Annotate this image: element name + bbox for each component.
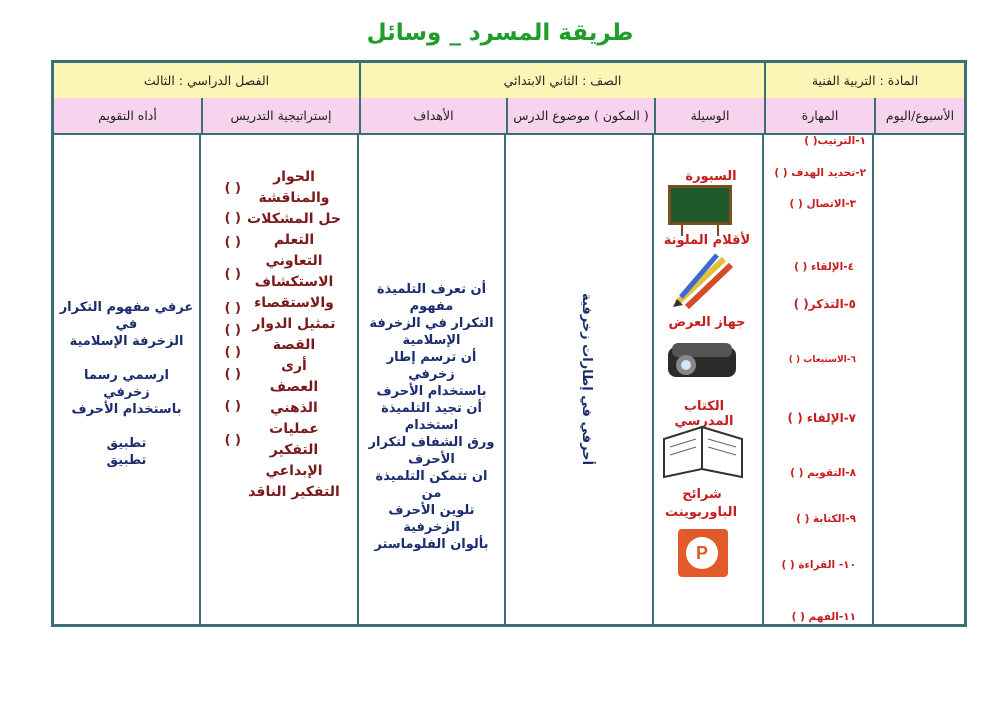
goal-line: ان تتمكن التلميذة من [375,469,488,501]
goal-line: أن تعرف التلميذة مفهوم [376,282,487,314]
goals-header: الأهداف [359,98,506,133]
lesson-plan-table [51,60,967,627]
strategy-item: العصف الذهني [269,379,319,416]
checkbox-paren: ( ) [224,181,241,196]
media-projector-label: جهاز العرض [668,315,746,330]
goal-line: تلوين الأحرف الزخرفية [388,503,475,535]
strategy-item: عمليات التفكير [269,421,319,458]
checkbox-paren: ( ) [224,267,241,282]
week-header: الأسبوع/اليوم [874,98,964,133]
evaluation-text [59,299,194,469]
skill-item: ٨-التقويم ( ) [790,467,856,479]
goals-text [364,281,499,553]
goal-line: باستخدام الأحرف [376,384,487,399]
media-slides-label: شرائح [682,487,722,502]
evaluation-line: الزخرفة الإسلامية [69,334,184,349]
divider [199,133,201,624]
goal-line: بألوان الفلوماستر [374,537,489,552]
checkbox-paren: ( ) [224,323,241,338]
divider [652,133,654,624]
checkbox-paren: ( ) [224,211,241,226]
checkbox-paren: ( ) [224,301,241,316]
book-icon [660,419,746,479]
term-cell: الفصل الدراسي : الثالث [143,73,270,88]
skill-item: ٢-تحديد الهدف ( ) [774,167,866,179]
page-title: طريقة المسرد _ وسائل [366,20,634,46]
strategy-item: حل المشكلات [247,211,341,227]
evaluation-header: أداه التقويم [98,108,157,123]
grade-cell: الصف : الثاني الابتدائي [359,63,764,98]
header-row-2 [54,98,964,135]
evaluation-line: عرفي مفهوم التكرار في [59,300,194,332]
lesson-topic: أحرفي في إطارات زخرفية [579,293,594,466]
goal-line: الإسلامية [402,333,461,348]
topic-header: ( المكون ) موضوع الدرس [506,98,654,133]
header-row-1 [54,63,964,100]
strategy-item: التعلم التعاوني [265,232,323,269]
skill-item: ٥-التذكر( ) [793,297,856,311]
evaluation-line: تطبيق [106,453,147,468]
strategy-item: والاستقصاء [254,295,334,311]
strategy-list [244,167,344,503]
checkbox-paren: ( ) [224,433,241,448]
evaluation-line [59,350,194,367]
media-book-label: الكتاب المدرسي [674,399,734,429]
media-board-label: السبورة [685,169,737,184]
evaluation-line: باستخدام الأحرف [71,402,182,417]
checkbox-paren: ( ) [224,235,241,250]
subject-cell: المادة : التربية الفنية [764,63,964,98]
divider [872,133,874,624]
goal-line: التكرار في الزخرفة [369,316,494,331]
skill-header: المهارة [764,98,874,133]
skill-item: ٧-الإلقاء ( ) [787,411,856,425]
evaluation-line [59,418,194,435]
strategy-item: التفكير الناقد [248,484,340,500]
strategy-item: الاستكشاف [254,274,334,290]
skill-item: ٣-الاتصال ( ) [789,198,856,210]
chalkboard-icon [668,185,732,225]
checkbox-paren: ( ) [224,345,241,360]
checkbox-paren: ( ) [224,367,241,382]
goal-line: ورق الشفاف لتكرار [368,435,495,450]
strategy-item: الإبداعي [265,463,323,479]
powerpoint-icon: P [678,529,728,577]
goal-line: أن تجيد التلميذة استخدام [381,401,482,433]
goal-line: الأحرف [408,452,455,467]
strategy-item: أرى [281,358,307,374]
projector-icon [662,335,742,385]
strategy-header: إستراتيجية التدريس [201,98,359,133]
strategy-item: والمناقشة [258,190,330,206]
skill-item: ١٠- القراءة ( ) [781,559,856,571]
evaluation-line: تطبيق [106,436,147,451]
media-slides-label-2: الباوربوينت [664,505,738,520]
colored-pencils-icon [669,251,739,311]
strategy-item: القصة [272,337,316,353]
media-header: الوسيلة [654,98,764,133]
divider [762,133,764,624]
media-pens-label: لأقلام الملونة [663,233,751,248]
skill-item: ٤-الإلقاء ( ) [794,261,854,273]
strategy-item: تمثيل الدوار [252,316,336,332]
divider [357,133,359,624]
evaluation-line: ارسمي رسما زخرفي [84,368,169,400]
divider [504,133,506,624]
goal-line: أن ترسم إطار زخرفي [386,350,477,382]
skill-item: ١-الترتيب( ) [804,135,866,147]
skill-item: ٦-الاستيعاب ( ) [788,355,856,365]
skill-item: ٩-الكتابة ( ) [796,513,856,525]
skill-item: ١١-الفهم ( ) [791,611,856,623]
strategy-item: الحوار [273,169,315,185]
checkbox-paren: ( ) [224,399,241,414]
